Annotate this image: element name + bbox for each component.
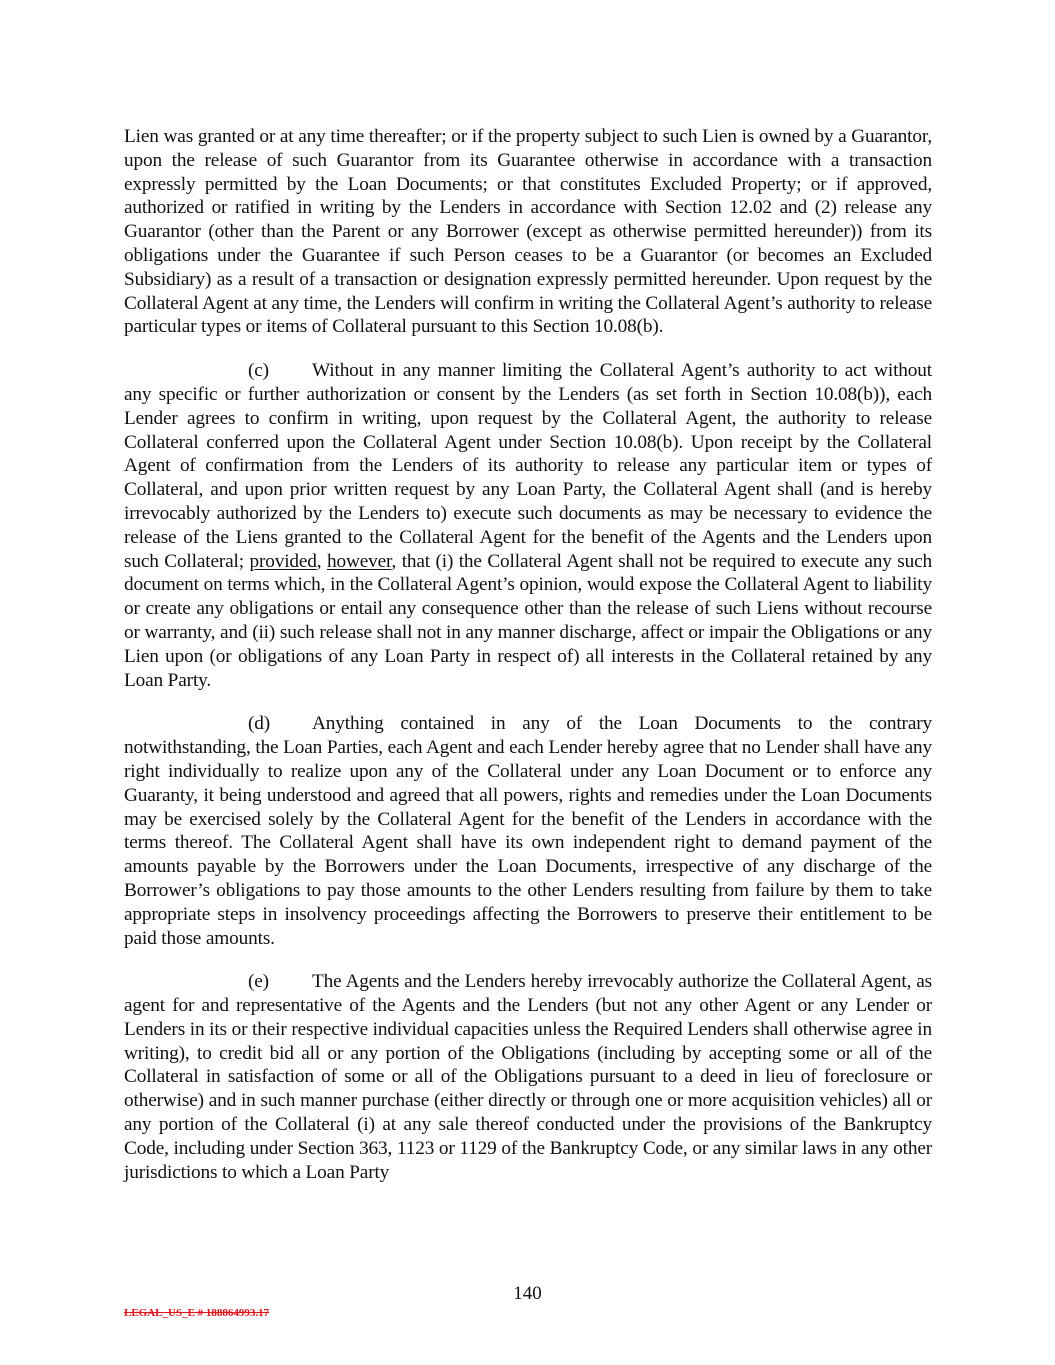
paragraph-label: (d) bbox=[248, 713, 271, 735]
underlined-term-provided: provided bbox=[249, 550, 317, 572]
paragraph-label: (c) bbox=[248, 360, 269, 382]
paragraph-label: (e) bbox=[248, 971, 269, 993]
document-id-footer: LEGAL_US_E # 188864993.17 bbox=[124, 1307, 270, 1319]
paragraph-text: Lien was granted or at any time thereafter; or if the property subject to such Lien is owned by a Guarantor, upon the release of such Guarantor from its Guarantee otherwise in accordance with a transaction expressly permitted by the Loan Documents; or that constitutes Excluded Property; or if approved, authorized or ratified in writing by the Lenders in accordance with Section 12.02 and (2) release any Guarantor (other than the Parent or any Borrower (except as otherwise permitted hereunder)) from its obligations under the Guarantee if such Person ceases to be a Guarantor (or becomes an Excluded Subsidiary) as a result of a transaction or designation expressly permitted hereunder. Upon request by the Collateral Agent at any time, the Lenders will confirm in writing the Collateral Agent’s authority to release particular types or items of Collateral pursuant to this Section 10.08(b). bbox=[124, 126, 932, 338]
paragraph-text: Anything contained in any of the Loan Documents to the contrary notwithstanding, the Loan Parties, each Agent and each Lender hereby agree that no Lender shall have any right individually to realize upon any of the Collateral under any Loan Document or to enforce any Guaranty, it being understood and agreed that all powers, rights and remedies under the Loan Documents may be exercised solely by the Collateral Agent for the benefit of the Lenders in accordance with the terms thereof. The Collateral Agent shall have its own independent right to demand payment of the amounts payable by the Borrowers under the Loan Documents, irrespective of any discharge of the Borrower’s obligations to pay those amounts to the other Lenders resulting from failure by them to take appropriate steps in insolvency proceedings affecting the Borrowers to preserve their entitlement to be paid those amounts. bbox=[124, 713, 932, 949]
paragraph-text: Without in any manner limiting the Collateral Agent’s authority to act without any specific or further authorization or consent by the Lenders (as set forth in Section 10.08(b)), each Lender agrees to confirm in writing, upon request by the Collateral Agent, the authority to release Collateral conferred upon the Collateral Agent under Section 10.08(b). Upon receipt by the Collateral Agent of confirmation from the Lenders of its authority to release any particular item or types of Collateral, and upon prior written request by any Loan Party, the Collateral Agent shall (and is hereby irrevocably authorized by the Lenders to) execute such documents as may be necessary to evidence the release of the Liens granted to the Collateral Agent for the benefit of the Agents and the Lenders upon such Collateral; bbox=[124, 360, 932, 572]
underlined-term-however: however bbox=[326, 550, 392, 572]
paragraph-c bbox=[124, 359, 932, 692]
paragraph-text-after: , that (i) the Collateral Agent shall not be required to execute any such document on terms which, in the Collateral Agent’s opinion, would expose the Collateral Agent to liability or create any obligations or entail any consequence other than the release of such Liens without recourse or warranty, and (ii) such release shall not in any manner discharge, affect or impair the Obligations or any Lien upon (or obligations of any Loan Party in respect of) all interests in the Collateral retained by any Loan Party. bbox=[124, 550, 932, 691]
separator: , bbox=[316, 550, 327, 572]
paragraph-d bbox=[124, 712, 932, 950]
paragraph-e bbox=[124, 970, 932, 1184]
paragraph-b-continuation bbox=[124, 125, 932, 339]
page-number: 140 bbox=[513, 1283, 542, 1304]
paragraph-text: The Agents and the Lenders hereby irrevocably authorize the Collateral Agent, as agent for and representative of the Agents and the Lenders (but not any other Agent or any Lender or Lenders in its or their respective individual capacities unless the Required Lenders shall otherwise agree in writing), to credit bid all or any portion of the Obligations (including by accepting some or all of the Collateral in satisfaction of some or all of the Obligations pursuant to a deed in lieu of foreclosure or otherwise) and in such manner purchase (either directly or through one or more acquisition vehicles) all or any portion of the Collateral (i) at any sale thereof conducted under the provisions of the Bankruptcy Code, including under Section 363, 1123 or 1129 of the Bankruptcy Code, or any similar laws in any other jurisdictions to which a Loan Party bbox=[124, 971, 932, 1183]
document-page bbox=[124, 125, 932, 1204]
